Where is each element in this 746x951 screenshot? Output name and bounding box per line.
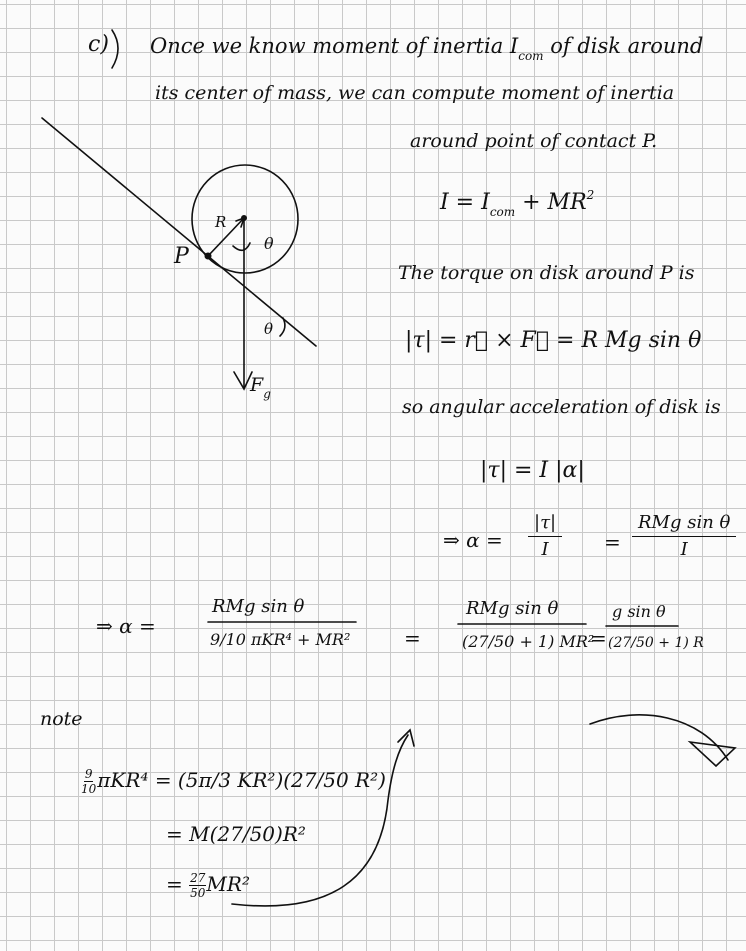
- part-label: c): [88, 32, 109, 57]
- doodle-arrow-head: [690, 742, 735, 766]
- center-angle-label: θ: [264, 234, 274, 253]
- intro-line-1: Once we know moment of inertia $I_{com}$ of disk around: [150, 34, 704, 63]
- final-fraction-1-den: 9/10 πKR⁴ + MR²: [210, 630, 351, 649]
- rotational-newton-equation: |τ| = I |α|: [480, 458, 585, 483]
- radius-label: R: [215, 213, 227, 231]
- alpha-fraction-1: $\frac{|\tau|}{I}$: [528, 514, 562, 559]
- note-arrow-curve: [232, 735, 408, 906]
- contact-point-dot: [205, 253, 212, 260]
- center-dot: [241, 215, 247, 221]
- final-eq-lead: ⇒ α =: [96, 614, 156, 638]
- final-fraction-2-num: RMg sin θ: [466, 598, 559, 619]
- intro-line-2: its center of mass, we can compute moment of inertia: [155, 82, 675, 104]
- final-fraction-1-num: RMg sin θ: [212, 596, 305, 617]
- alpha-eq-lead: ⇒ α =: [443, 528, 503, 552]
- angular-acceleration-intro: so angular acceleration of disk is: [402, 396, 721, 418]
- note-line-2: = M(27/50)R²: [166, 822, 306, 846]
- parallel-axis-equation: $I = I_{com} + MR^2$: [440, 188, 595, 219]
- point-P-label: P: [174, 244, 189, 269]
- intro-line-3: around point of contact P.: [410, 130, 658, 152]
- final-fraction-3-den: (27/50 + 1) R: [608, 635, 704, 651]
- center-angle-arc: [233, 243, 250, 250]
- gravity-force-label: $F_g$: [250, 374, 271, 401]
- twentyseven-fiftieths-fraction: $\frac{27}{50}$: [190, 871, 206, 900]
- torque-intro: The torque on disk around P is: [398, 262, 695, 284]
- torque-equation: |τ| = r⃗ × F⃗ = R Mg sin θ: [405, 328, 702, 353]
- incline-angle-label: θ: [264, 320, 274, 338]
- note-label: note: [40, 708, 83, 730]
- doodle-arrow: [590, 715, 728, 760]
- final-eq-equals-2: =: [590, 626, 607, 650]
- incline-angle-arc: [280, 318, 285, 336]
- label-paren: [112, 30, 118, 68]
- nine-tenths-fraction: $\frac{9}{10}$: [81, 767, 97, 796]
- note-line-3: = $\frac{27}{50}$ MR²: [166, 871, 250, 900]
- incline-line: [42, 118, 316, 346]
- final-eq-equals-1: =: [404, 626, 421, 650]
- note-line-1: $\frac{9}{10}$ πKR⁴ = (5π/3 KR²)(27/50 R²): [81, 767, 386, 796]
- alpha-eq-equals: =: [604, 530, 621, 554]
- final-fraction-3-num: g sin θ: [612, 602, 666, 621]
- alpha-fraction-2: RMg sin θ I: [632, 514, 736, 559]
- final-fraction-2-den: (27/50 + 1) MR²: [462, 632, 595, 651]
